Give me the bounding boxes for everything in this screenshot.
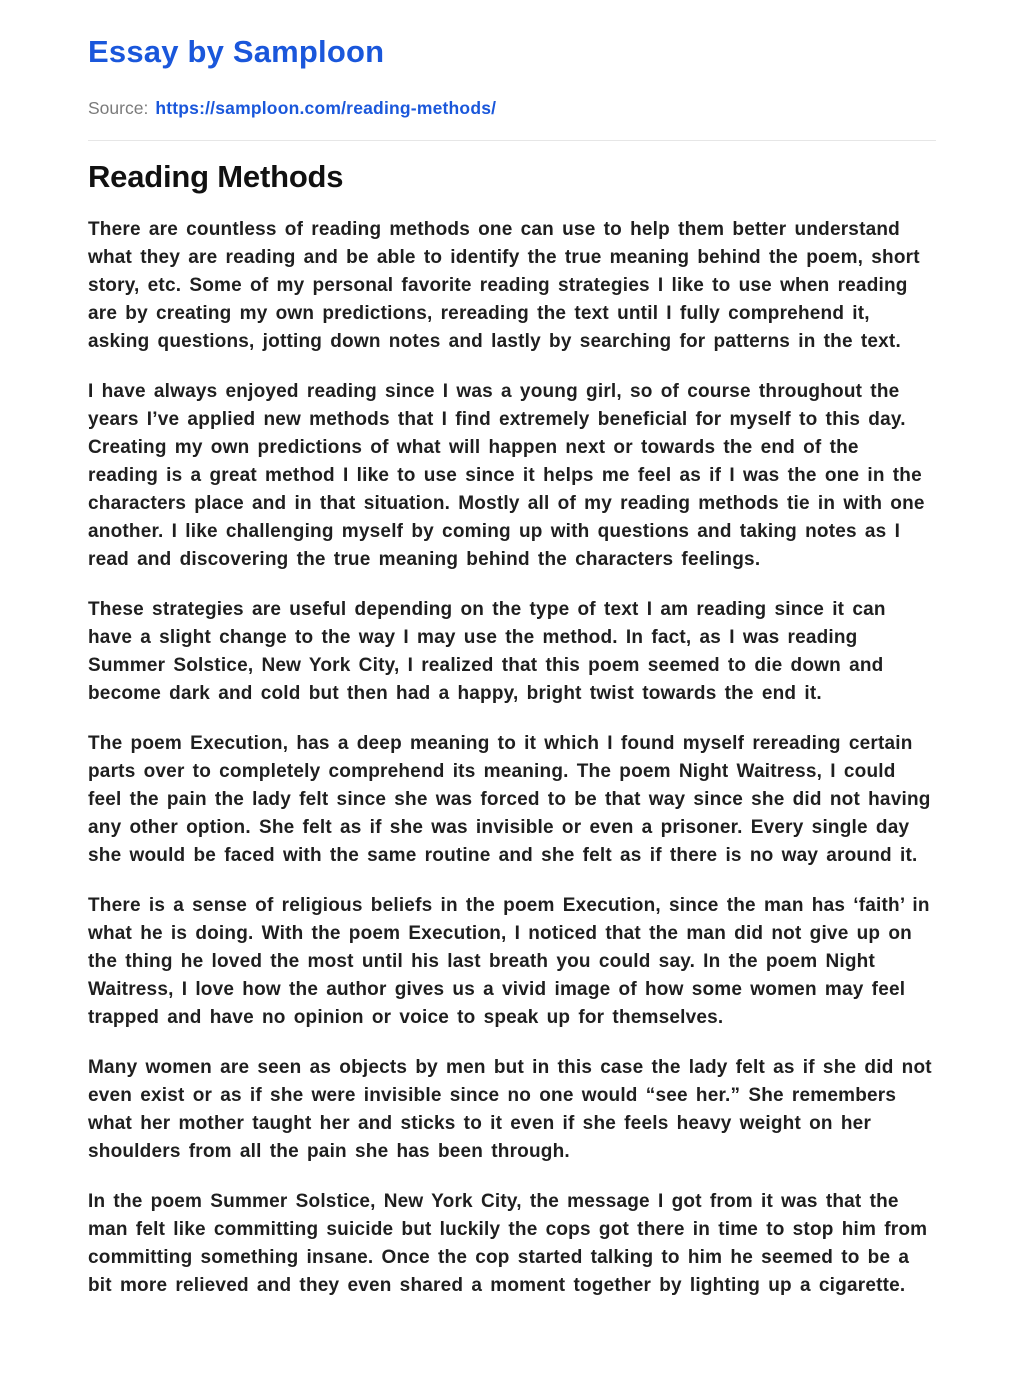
essay-paragraph-3: These strategies are useful depending on the type of text I am reading since it can have a slight change to the way I may use the method. In fact, as I was reading Summer Solstice, New York City, I realized that this poem seemed to die down and become dark and cold but then had a happy, bright twist towards the end it. <box>88 598 886 704</box>
essay-paragraph-2: I have always enjoyed reading since I was a young girl, so of course throughout the years I’ve applied new methods that I find extremely beneficial for myself to this day. Creating my own predictions of what will happen next or towards the end of the reading is a great method I like to use since it helps me feel as if I was the one in the characters place and in that situation. Mostly all of my reading methods tie in with one another. I like challenging myself by coming up with questions and taking notes as I read and discovering the true meaning behind the characters feelings. <box>88 380 925 570</box>
article <box>88 160 936 1300</box>
page-header <box>88 34 936 141</box>
essay-paragraph-7: In the poem Summer Solstice, New York City, the message I got from it was that the man felt like committing suicide but luckily the cops got there in time to stop him from committing something insane. Once the cop started talking to him he seemed to be a bit more relieved and they even shared a moment together by lighting up a cigarette. <box>88 1190 928 1296</box>
header-divider <box>88 140 936 141</box>
source-label: Source: <box>88 97 149 118</box>
article-title: Reading Methods <box>88 158 344 194</box>
essay-paragraph-6: Many women are seen as objects by men but in this case the lady felt as if she did not even exist or as if she were invisible since no one would “see her.” She remembers what her mother taught her and sticks to it even if she feels heavy weight on her shoulders from all the pain she has been through. <box>88 1056 932 1162</box>
essay-paragraph-4: The poem Execution, has a deep meaning to it which I found myself rereading certain parts over to completely comprehend its meaning. The poem Night Waitress, I could feel the pain the lady felt since she was forced to be that way since she did not having any other option. She felt as if she was invisible or even a prisoner. Every single day she would be faced with the same routine and she felt as if there is no way around it. <box>88 732 931 866</box>
source-url-link[interactable]: https://samploon.com/reading-methods/ <box>155 97 497 118</box>
essay-paragraph-1: There are countless of reading methods one can use to help them better understand what they are reading and be able to identify the true meaning behind the poem, short story, etc. Some of my personal favorite reading strategies I like to use when reading are by creating my own predictions, rereading the text until I fully comprehend it, asking questions, jotting down notes and lastly by searching for patterns in the text. <box>88 218 920 352</box>
source-line <box>88 98 936 119</box>
site-title: Essay by Samploon <box>88 34 385 69</box>
essay-paragraph-5: There is a sense of religious beliefs in the poem Execution, since the man has ‘faith’ in what he is doing. With the poem Execution, I noticed that the man did not give up on the thing he loved the most until his last breath you could say. In the poem Night Waitress, I love how the author gives us a vivid image of how some women may feel trapped and have no opinion or voice to speak up for themselves. <box>88 894 930 1028</box>
